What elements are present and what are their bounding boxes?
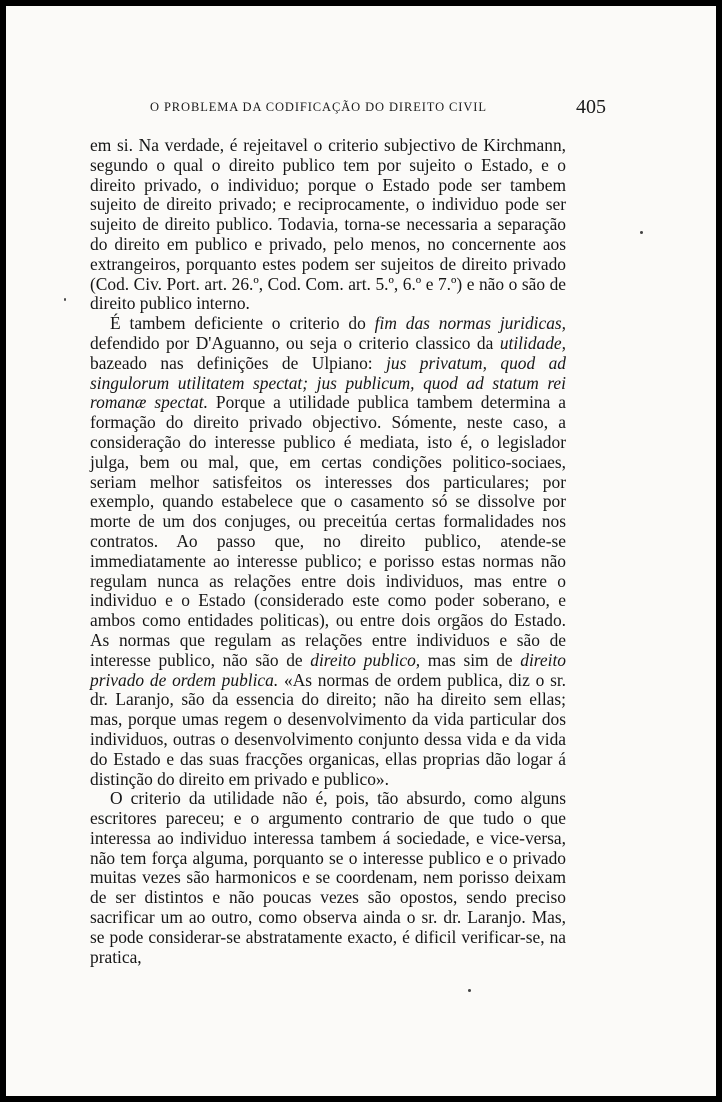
- italic-run: jus privatum, quod ad singulorum utilitatem spectat; jus publicum, quod ad statum rei romanæ spectat.: [90, 352, 566, 413]
- book-page: [6, 6, 716, 1096]
- italic-run: direito publico,: [310, 649, 421, 670]
- italic-run: direito privado de ordem publica.: [90, 649, 567, 690]
- italic-run: utilidade,: [499, 332, 566, 353]
- ink-speck: [468, 989, 471, 992]
- text-run: É tambem deficiente o criterio do: [110, 313, 375, 334]
- ink-speck: [64, 298, 66, 301]
- page-number: 405: [576, 96, 606, 118]
- text-run: mas sim de: [420, 649, 521, 670]
- paragraph: [90, 314, 566, 789]
- text-run: «As normas de ordem publica, diz o sr. dr. Laranjo, são da essencia do direito; não ha direito sem ellas; mas, porque umas regem o desenvolvimento da vida particular dos individuos, outras o desenvolvimento conjunto dessa vida e da vida do Estado e das suas fracções organicas, ellas proprias dão logar á distinção do direito em privado e publico».: [90, 669, 567, 789]
- ink-speck: [640, 231, 643, 234]
- text-run: defendido por D'Aguanno, ou seja o criterio classico da: [90, 332, 500, 353]
- paragraph: [90, 789, 566, 967]
- text-run: em si. Na verdade, é rejeitavel o criterio subjectivo de Kirchmann, segundo o qual o direito publico tem por sujeito o Estado, e o direito privado, o individuo; porque o Estado pode ser tambem sujeito de direito privado; e reciprocamente, o individuo pode ser sujeito de direito publico. Todavia, torna-se necessaria a separação do direito em publico e privado, pelo menos, no concernente aos extrangeiros, porquanto estes podem ser sujeitos de direito privado (Cod. Civ. Port. art. 26.º, Cod. Com. art. 5.º, 6.º e 7.º) e não o são de direito publico interno.: [90, 135, 566, 314]
- paragraph: [90, 136, 566, 314]
- text-run: Porque a utilidade publica tambem determina a formação do direito privado objectivo. Sómente, neste caso, a consideração do interesse publico é mediata, isto é, o legislador julga, bem ou mal, que, em certas condições politico-sociaes, seriam melhor satisfeitos os interesses dos particulares; por exemplo, quando estabelece que o casamento só se dissolve por morte de um dos conjuges, ou preceitúa certas formalidades nos contratos. Ao passo que, no direito publico, atende-se immediatamente ao interesse publico; e porisso estas normas não regulam nunca as relações entre dois individuos, mas entre o individuo e o Estado (considerado este como poder soberano, e ambos como entidades politicas), ou entre dois orgãos do Estado. As normas que regulam as relações entre individuos e são de interesse publico, não são de: [90, 392, 566, 670]
- running-head: [66, 96, 606, 120]
- running-title: O PROBLEMA DA CODIFICAÇÃO DO DIREITO CIVIL: [150, 100, 487, 114]
- text-run: O criterio da utilidade não é, pois, tão absurdo, como alguns escritores pareceu; e o argumento contrario de que tudo o que interessa ao individuo interessa tambem á sociedade, e vice-versa, não tem força alguma, porquanto se o interesse publico e o privado muitas vezes são harmonicos e se coordenam, nem porisso deixam de ser distintos e não poucas vezes são opostos, sendo preciso sacrificar um ao outro, como observa ainda o sr. dr. Laranjo. Mas, se pode considerar-se abstratamente exacto, é dificil verificar-se, na pratica,: [90, 788, 566, 967]
- italic-run: fim das normas juridicas,: [374, 313, 567, 334]
- text-run: bazeado nas definições de Ulpiano:: [90, 352, 387, 373]
- body-text: [90, 136, 566, 967]
